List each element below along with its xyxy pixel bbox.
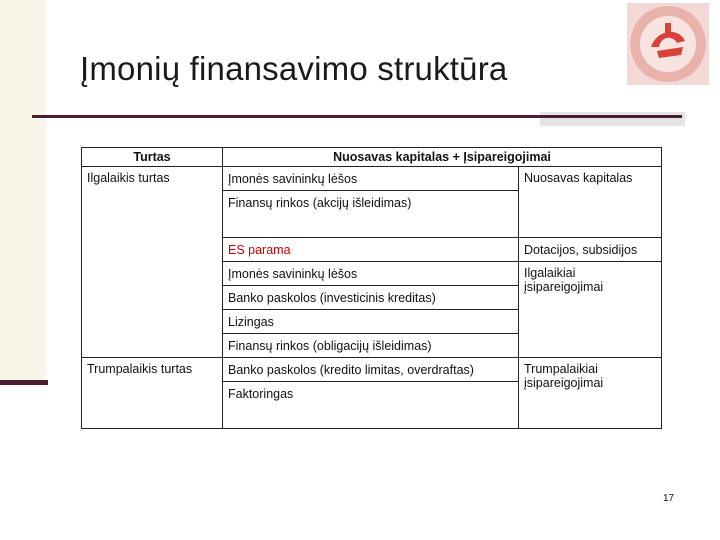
equity-label-cell: Nuosavas kapitalas: [519, 167, 662, 238]
empty-cell: [223, 214, 519, 238]
table-row: [82, 167, 662, 191]
grant-label-cell: Dotacijos, subsidijos: [519, 238, 662, 262]
grant-source-eu-support: ES parama: [223, 238, 519, 262]
header-assets: Turtas: [82, 148, 223, 167]
table-header-row: [82, 148, 662, 167]
equity-source-stock-market: Finansų rinkos (akcijų išleidimas): [223, 191, 519, 215]
slide-title: Įmonių finansavimo struktūra: [80, 50, 508, 87]
title-rule: [32, 115, 682, 118]
liability-source-owners: Įmonės savininkų lėšos: [223, 262, 519, 286]
liability-source-leasing: Lizingas: [223, 310, 519, 334]
liability-source-bank-loan: Banko paskolos (investicinis kreditas): [223, 286, 519, 310]
left-decor-band: [0, 0, 46, 383]
short-source-factoring: Faktoringas: [223, 382, 519, 406]
page-number: 17: [663, 493, 675, 504]
header-capital-liabilities: Nuosavas kapitalas + Įsipareigojimai: [223, 148, 662, 167]
long-term-assets-cell: Ilgalaikis turtas: [82, 167, 223, 358]
equity-source-owners: Įmonės savininkų lėšos: [223, 167, 519, 191]
university-seal-icon: [627, 3, 709, 85]
short-source-credit-line: Banko paskolos (kredito limitas, overdraftas): [223, 358, 519, 382]
short-term-liabilities-label: Trumpalaikiai įsipareigojimai: [519, 358, 662, 429]
table-row: [82, 358, 662, 382]
left-decor-line: [0, 380, 48, 385]
liability-source-bonds: Finansų rinkos (obligacijų išleidimas): [223, 334, 519, 358]
financing-structure-table: [81, 147, 662, 429]
empty-cell: [223, 405, 519, 429]
short-term-assets-cell: Trumpalaikis turtas: [82, 358, 223, 429]
long-term-liabilities-label: Ilgalaikiai įsipareigojimai: [519, 262, 662, 358]
